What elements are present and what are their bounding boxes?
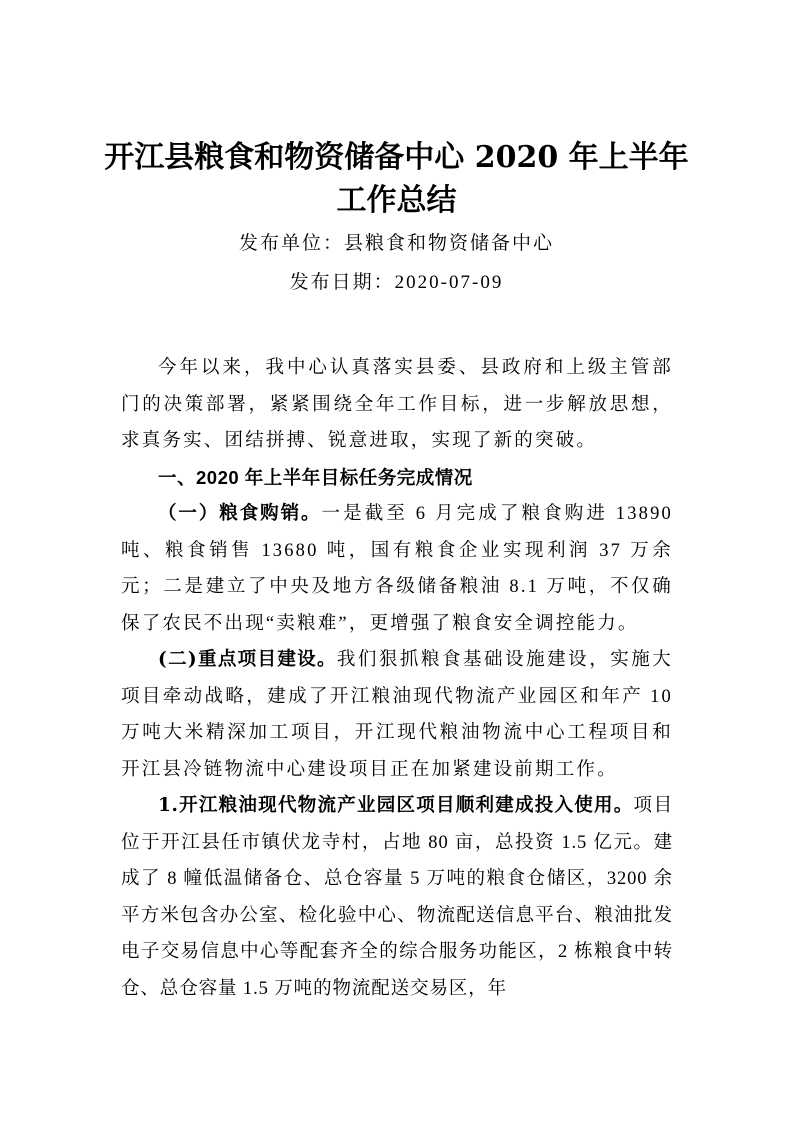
subsection-key-projects [121, 642, 673, 788]
publisher-line: 发布单位：县粮食和物资储备中心 [238, 233, 554, 254]
item-text: 项目位于开江县任市镇伏龙寺村，占地 80 亩，总投资 1.5 亿元。建成了 8 幢低温储备仓、总仓容量 5 万吨的粮食仓储区，3200 余平方米包含办公室、检化验中心、物流配送信息平台、粮油批发电子交易信息中心等配套齐全的综合服务功能区，2 栋粮食中转仓、总仓容量 1.5 万吨的物流配送交易区，年 [121, 796, 673, 999]
item-lead: 1.开江粮油现代物流产业园区项目顺利建成投入使用。 [158, 795, 634, 816]
document-body [121, 350, 673, 1007]
subsection-grain-purchase-sales [121, 496, 673, 642]
subsection-text: 一是截至 6 月完成了粮食购进 13890 吨、粮食销售 13680 吨，国有粮食企业实现利润 37 万余元；二是建立了中央及地方各级储备粮油 8.1 万吨，不仅确保了农民不出现“卖粮难”，更增强了粮食安全调控能力。 [121, 504, 673, 634]
intro-paragraph: 今年以来，我中心认真落实县委、县政府和上级主管部门的决策部署，紧紧围绕全年工作目标，进一步解放思想，求真务实、团结拼搏、锐意进取，实现了新的突破。 [121, 358, 673, 451]
item-logistics-park [121, 788, 673, 1007]
publish-date-line: 发布日期：2020-07-09 [289, 272, 504, 293]
document-title-line2: 工作总结 [336, 183, 457, 218]
subsection-lead: (二)重点项目建设。 [158, 649, 337, 670]
document-title-line1: 开江县粮食和物资储备中心 2020 年上半年 [104, 140, 689, 175]
subsection-text: 我们狠抓粮食基础设施建设，实施大项目牵动战略，建成了开江粮油现代物流产业园区和年产 10 万吨大米精深加工项目，开江现代粮油物流中心工程项目和开江县冷链物流中心建设项目正在加紧建设前期工作。 [121, 650, 673, 780]
subsection-lead: （一）粮食购销。 [158, 503, 322, 524]
section-heading-1: 一、2020 年上半年目标任务完成情况 [158, 466, 473, 488]
